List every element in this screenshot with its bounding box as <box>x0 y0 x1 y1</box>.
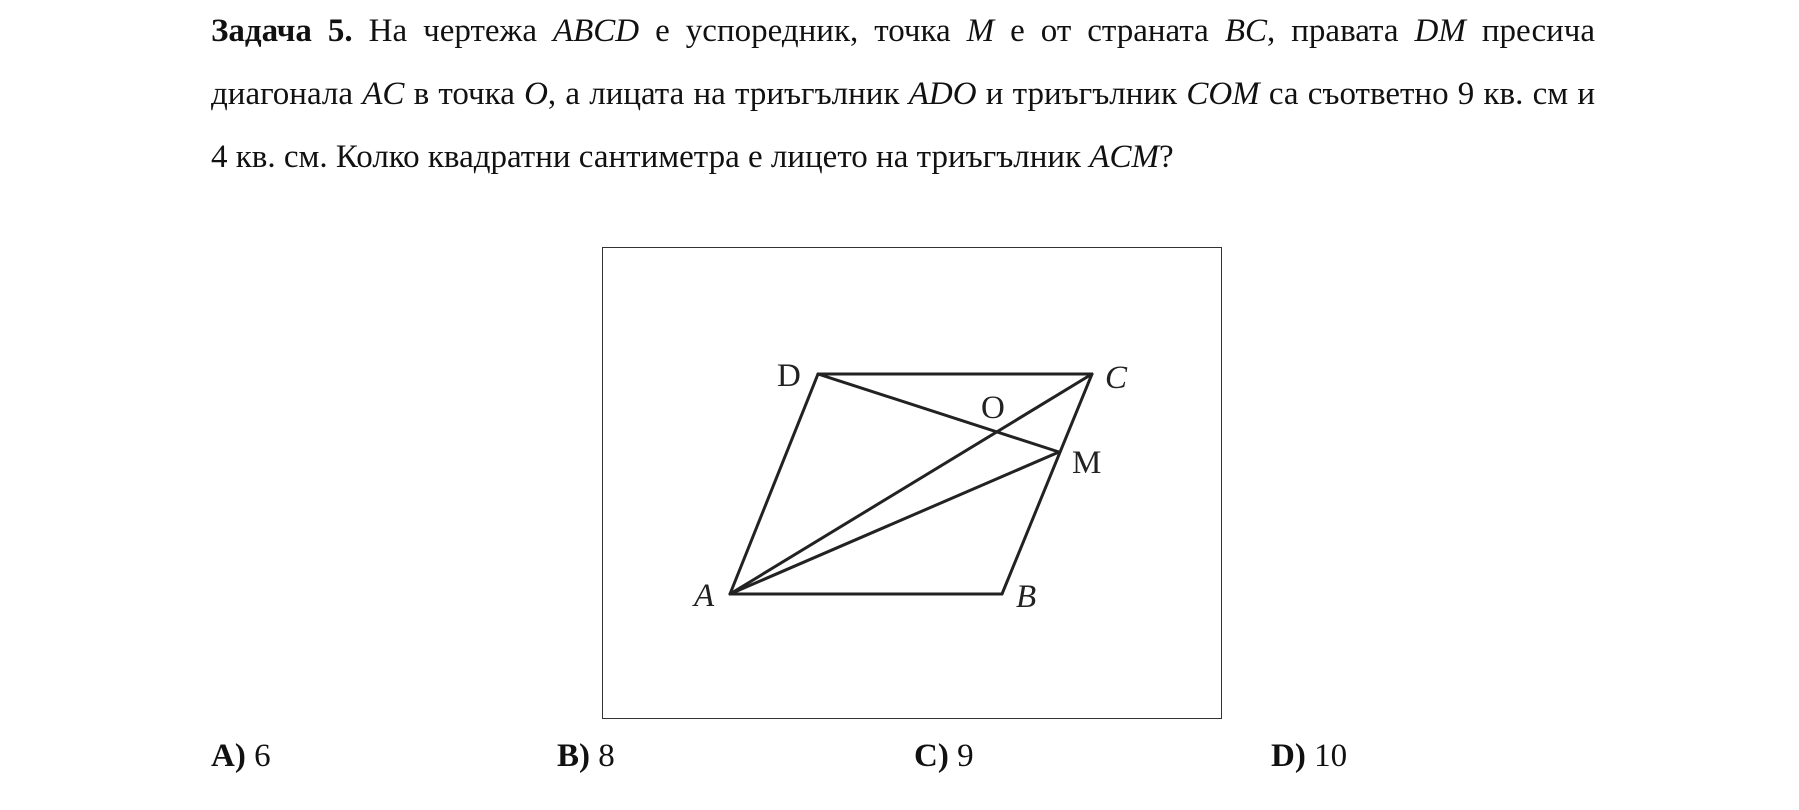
math-dm: DM <box>1414 13 1466 49</box>
label-m: M <box>1072 445 1102 481</box>
answer-letter: C) <box>914 738 949 774</box>
math-bc: BC <box>1224 13 1268 49</box>
label-c: C <box>1105 360 1128 396</box>
problem-text: в точка <box>404 76 525 112</box>
label-o: O <box>981 390 1005 426</box>
answer-letter: A) <box>211 738 246 774</box>
label-a: A <box>694 578 715 614</box>
answer-letter: B) <box>557 738 590 774</box>
math-o: O <box>524 76 548 112</box>
label-b: B <box>1016 579 1037 615</box>
problem-text: ? <box>1159 139 1174 175</box>
math-ado: ADO <box>908 76 977 112</box>
problem-statement <box>211 0 1595 189</box>
answer-option-d[interactable] <box>1271 738 1347 775</box>
segment-dm <box>818 374 1059 452</box>
diagonal-ac <box>730 374 1092 594</box>
problem-text: са съответно 9 кв. см и 4 кв. см. Колко квадратни сантиметра е лицето на триъгълник <box>211 76 1595 175</box>
problem-text: пресича диагонала <box>211 13 1596 112</box>
label-d: D <box>777 358 801 394</box>
answer-value: 8 <box>598 738 615 774</box>
side-bc <box>1002 374 1092 594</box>
parallelogram-figure <box>602 247 1222 719</box>
math-abcd: ABCD <box>552 13 640 49</box>
problem-text: , а лицата на триъгълник <box>547 76 909 112</box>
problem-text: , правата <box>1267 13 1415 49</box>
answer-value: 6 <box>254 738 271 774</box>
math-com: COM <box>1186 76 1260 112</box>
answer-option-a[interactable] <box>211 738 271 775</box>
problem-text: и триъгълник <box>976 76 1187 112</box>
problem-label: Задача 5. <box>211 13 353 49</box>
answer-option-b[interactable] <box>557 738 615 775</box>
math-ac: AC <box>362 76 405 112</box>
math-m: M <box>966 13 995 49</box>
answer-option-c[interactable] <box>914 738 974 775</box>
answer-letter: D) <box>1271 738 1306 774</box>
answer-value: 9 <box>957 738 974 774</box>
problem-text: е успоредник, точка <box>639 13 967 49</box>
answer-options <box>0 738 1799 798</box>
answer-value: 10 <box>1314 738 1348 774</box>
problem-text: е от страната <box>994 13 1225 49</box>
problem-text: На чертежа <box>368 13 553 49</box>
math-acm: ACM <box>1089 139 1160 175</box>
